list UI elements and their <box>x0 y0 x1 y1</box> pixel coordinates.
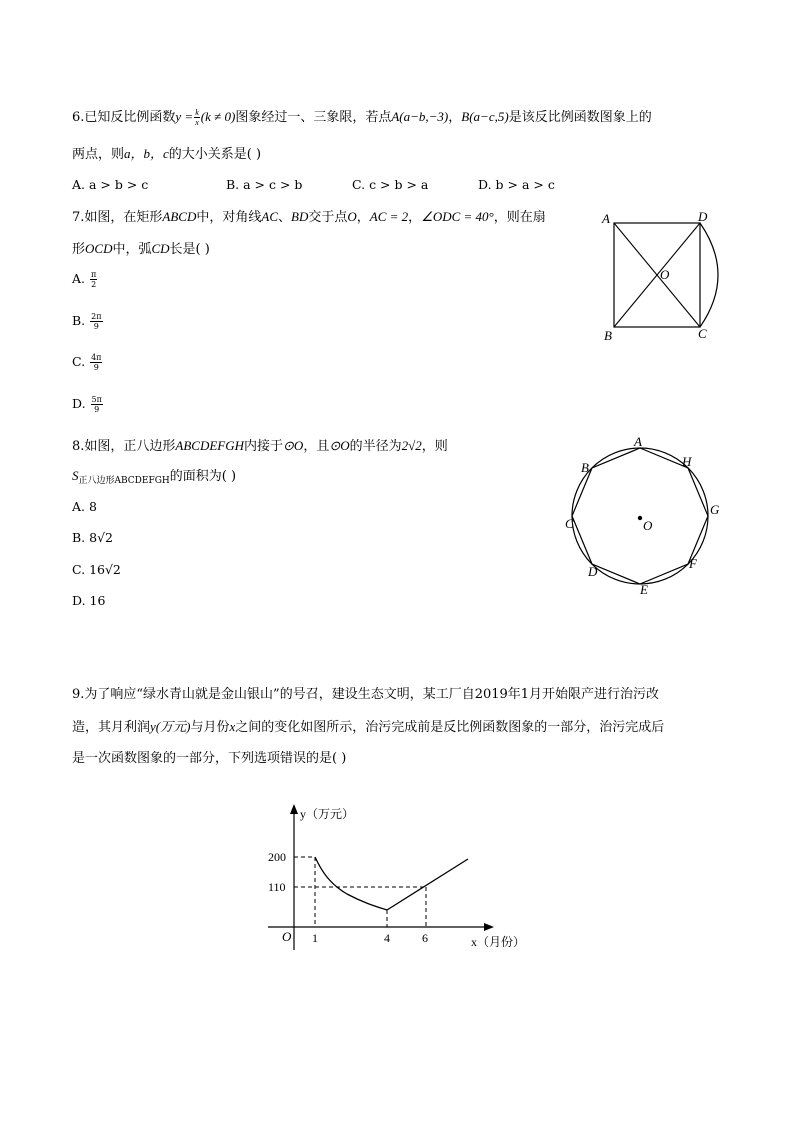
q9-graph <box>262 800 532 960</box>
label-h: H <box>682 454 692 469</box>
q7-ocd: OCD <box>85 241 113 256</box>
q8-text: 的半径为 <box>349 439 402 454</box>
arc-cd <box>700 223 718 327</box>
q7-option-b[interactable] <box>72 312 104 331</box>
frac-num: 5π <box>91 395 102 404</box>
label-o: O <box>660 267 670 282</box>
q6-option-a[interactable]: A. a > b > c <box>72 177 149 192</box>
frac-num: 4π <box>91 353 102 362</box>
q7-text: 中，弧 <box>112 242 152 257</box>
y-tick-200: 200 <box>268 850 286 864</box>
q7-text: 交于点 <box>308 210 348 225</box>
q6-line1 <box>72 108 652 127</box>
q6-text: 是该反比例函数图象上的 <box>508 110 652 125</box>
x-tick-1: 1 <box>312 931 318 945</box>
q7-option-a[interactable] <box>72 270 98 289</box>
q6-line2 <box>72 145 261 164</box>
q7-option-label: C. <box>72 354 86 369</box>
q7-text: ，则在扇 <box>493 210 546 225</box>
frac-den: 9 <box>93 363 99 372</box>
q7-ac-eq: AC = 2 <box>369 209 409 224</box>
q6-text: 6.已知反比例函数 <box>72 110 176 125</box>
frac-den: 2 <box>91 280 97 289</box>
q7-option-frac <box>90 270 97 289</box>
q6-frac-num: k <box>195 108 199 117</box>
q7-line1 <box>72 208 546 227</box>
x-tick-6: 6 <box>422 931 428 945</box>
inverse-curve <box>315 857 387 910</box>
q6-text: 的大小关系是( ) <box>168 147 262 162</box>
q8-circle1: ⊙O <box>283 438 304 453</box>
q7-text: 形 <box>72 242 86 257</box>
q9-y-unit: y(万元) <box>150 719 191 734</box>
label-c: C <box>698 326 707 341</box>
q9-x: x <box>229 719 236 734</box>
q9-line1: 9.为了响应“绿水青山就是金山银山”的号召，建设生态文明，某工厂自2019年1月开始限产进行治污改 <box>72 687 660 702</box>
q6-text: 图象经过一、三象限，若点 <box>235 110 392 125</box>
q7-line2 <box>72 240 210 259</box>
label-e: E <box>640 582 648 597</box>
q6-option-d[interactable]: D. b > a > c <box>478 177 555 192</box>
q8-text: 8.如图，正八边形 <box>72 439 176 454</box>
q7-option-frac <box>90 312 102 331</box>
y-tick-110: 110 <box>268 880 286 894</box>
q9-text: 与月份 <box>190 720 230 735</box>
y-axis-label: y（万元） <box>300 807 355 821</box>
label-c: C <box>565 516 574 531</box>
label-b: B <box>581 460 589 475</box>
q7-rect: ABCD <box>162 209 197 224</box>
label-b: B <box>604 328 612 343</box>
q8-text: 的面积为( ) <box>169 469 237 484</box>
q8-option-c[interactable]: C. 16√2 <box>72 562 121 577</box>
label-d: D <box>698 209 708 224</box>
q9-line2 <box>72 718 664 737</box>
q8-option-a[interactable]: A. 8 <box>72 499 97 514</box>
q6-point-b: B(a−c,5) <box>461 109 509 124</box>
q7-text: 中，对角线 <box>196 210 262 225</box>
q6-condition: (k ≠ 0) <box>200 109 236 124</box>
q6-text: 两点，则 <box>72 147 125 162</box>
q7-o: O <box>347 209 357 224</box>
label-f: F <box>689 556 697 571</box>
y-axis-arrow <box>290 804 298 814</box>
q7-text: 长是( ) <box>169 242 210 257</box>
q7-option-label: D. <box>72 396 86 411</box>
frac-den: 9 <box>93 322 99 331</box>
q8-text: ，则 <box>421 439 448 454</box>
q9-line3: 是一次函数图象的一部分，下列选项错误的是( ) <box>72 751 347 766</box>
linear-segment <box>387 859 468 910</box>
center-dot <box>638 516 642 520</box>
label-d: D <box>588 564 598 579</box>
frac-num: 2π <box>91 312 102 321</box>
q8-option-b[interactable]: B. 8√2 <box>72 530 114 545</box>
frac-den: 9 <box>94 405 100 414</box>
q7-option-label: A. <box>72 271 86 286</box>
q7-text: ， <box>356 210 370 225</box>
q7-text: ， <box>408 210 422 225</box>
q7-figure <box>598 205 728 345</box>
q8-circle2: ⊙O <box>329 438 350 453</box>
label-g: G <box>710 502 720 517</box>
q6-option-c[interactable]: C. c > b > a <box>352 177 429 192</box>
x-axis-label: x（月份） <box>471 935 526 949</box>
q7-bd: BD <box>291 209 309 224</box>
q6-option-b[interactable]: B. a > c > b <box>226 177 303 192</box>
q6-vars: a，b，c <box>124 146 169 161</box>
q8-text: 内接于 <box>244 439 284 454</box>
q8-poly: ABCDEFGH <box>175 438 245 453</box>
q8-line1 <box>72 437 448 456</box>
q8-figure <box>560 432 730 600</box>
q7-angle: ∠ODC = 40° <box>421 209 494 224</box>
label-a: A <box>634 434 642 449</box>
q6-frac-den: x <box>195 118 199 127</box>
origin-label: O <box>282 929 292 944</box>
q7-cd: CD <box>151 241 170 256</box>
q8-line2 <box>72 467 236 487</box>
q8-text: ，且 <box>303 439 330 454</box>
q7-option-frac <box>91 395 103 414</box>
q8-s-sub: 正八边形ABCDEFGH <box>78 476 170 486</box>
q6-sep: ， <box>448 110 462 125</box>
q6-fraction <box>194 108 200 127</box>
q6-y-eq: y = <box>175 109 194 124</box>
q7-option-frac <box>90 353 102 372</box>
x-tick-4: 4 <box>384 931 390 945</box>
q9-text: 造，其月利润 <box>72 720 151 735</box>
label-o: O <box>643 518 653 533</box>
q8-option-d[interactable]: D. 16 <box>72 593 106 608</box>
q7-option-d[interactable] <box>72 395 104 414</box>
q7-dot: 、 <box>278 210 292 225</box>
q7-option-c[interactable] <box>72 353 103 372</box>
label-a: A <box>602 211 610 226</box>
q7-option-label: B. <box>72 313 86 328</box>
q7-ac: AC <box>261 209 278 224</box>
q8-s: S <box>72 468 79 483</box>
q7-text: 7.如图，在矩形 <box>72 210 163 225</box>
x-axis-arrow <box>484 923 494 931</box>
q8-radius: 2√2 <box>401 438 422 453</box>
q6-point-a: A(a−b,−3) <box>391 109 449 124</box>
q9-text: 之间的变化如图所示，治污完成前是反比例函数图象的一部分，治污完成后 <box>235 720 665 735</box>
frac-num: π <box>91 270 97 279</box>
